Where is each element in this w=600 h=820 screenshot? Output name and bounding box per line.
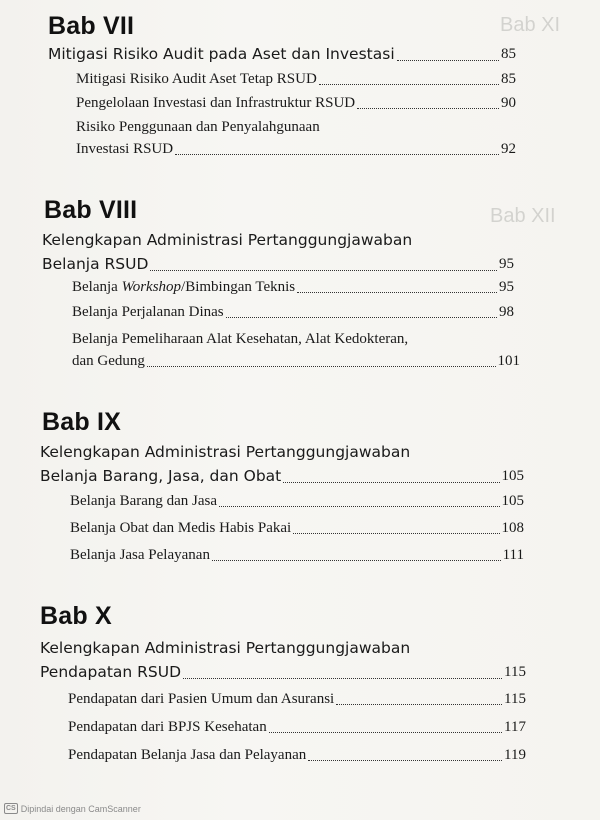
toc-item[interactable] bbox=[76, 116, 516, 160]
section-line: Mitigasi Risiko Audit pada Aset dan Investasi bbox=[48, 45, 395, 63]
item-line: Belanja Workshop/Bimbingan Teknis bbox=[72, 279, 296, 295]
item-line: Belanja Pemeliharaan Alat Kesehatan, Alat Kedokteran, bbox=[72, 331, 409, 347]
page-number: 85 bbox=[501, 71, 516, 87]
item-line: Pendapatan dari Pasien Umum dan Asuransi bbox=[68, 691, 335, 707]
section-entry[interactable] bbox=[40, 440, 524, 488]
bleed-through-text: Bab XI bbox=[500, 14, 561, 36]
page-number: 111 bbox=[502, 547, 524, 563]
dot-leader bbox=[150, 270, 497, 271]
section-line: Belanja Barang, Jasa, dan Obat bbox=[40, 467, 282, 485]
bleed-through-text: Bab XII bbox=[490, 205, 556, 227]
chapter-title: Bab VIII bbox=[44, 196, 138, 224]
dot-leader bbox=[212, 560, 501, 561]
item-line: Pendapatan dari BPJS Kesehatan bbox=[68, 719, 267, 735]
toc-item[interactable] bbox=[70, 490, 524, 512]
watermark-text: Dipindai dengan CamScanner bbox=[20, 803, 141, 814]
item-line: Belanja Jasa Pelayanan bbox=[70, 547, 210, 563]
dot-leader bbox=[297, 292, 497, 293]
page-number: 115 bbox=[504, 664, 526, 680]
dot-leader bbox=[219, 506, 499, 507]
toc-item[interactable] bbox=[70, 544, 524, 566]
item-line: Investasi RSUD bbox=[76, 141, 174, 157]
toc-item[interactable] bbox=[68, 744, 526, 766]
section-line: Kelengkapan Administrasi Pertanggungjawaban bbox=[42, 231, 413, 249]
dot-leader bbox=[147, 366, 496, 367]
item-line: dan Gedung bbox=[72, 353, 145, 369]
section-entry[interactable] bbox=[48, 42, 516, 66]
emphasis-word: Workshop bbox=[121, 279, 182, 295]
item-line: Risiko Penggunaan dan Penyalahgunaan bbox=[76, 119, 320, 135]
toc-item[interactable] bbox=[68, 688, 526, 710]
page-number: 105 bbox=[501, 468, 524, 484]
section-line: Kelengkapan Administrasi Pertanggungjawaban bbox=[40, 639, 411, 657]
dot-leader bbox=[293, 533, 499, 534]
toc-item[interactable] bbox=[72, 328, 520, 372]
section-entry[interactable] bbox=[40, 636, 526, 684]
dot-leader bbox=[175, 154, 499, 155]
item-line: Pengelolaan Investasi dan Infrastruktur RSUD bbox=[76, 95, 356, 111]
chapter-title: Bab IX bbox=[42, 408, 121, 436]
page-number: 115 bbox=[504, 691, 526, 707]
toc-item[interactable] bbox=[68, 716, 526, 738]
section-entry[interactable] bbox=[42, 228, 514, 276]
dot-leader bbox=[397, 60, 499, 61]
section-line: Kelengkapan Administrasi Pertanggungjawaban bbox=[40, 443, 411, 461]
dot-leader bbox=[319, 84, 499, 85]
toc-item[interactable] bbox=[72, 301, 514, 323]
toc-item[interactable] bbox=[76, 92, 516, 114]
page-number: 119 bbox=[504, 747, 526, 763]
dot-leader bbox=[226, 317, 497, 318]
toc-item[interactable] bbox=[70, 517, 524, 539]
page-number: 92 bbox=[501, 141, 516, 157]
page-number: 98 bbox=[499, 304, 514, 320]
item-line: Belanja Perjalanan Dinas bbox=[72, 304, 224, 320]
page-number: 101 bbox=[497, 353, 520, 369]
page-number: 95 bbox=[499, 279, 514, 295]
dot-leader bbox=[336, 704, 502, 705]
page-number: 95 bbox=[499, 256, 514, 272]
page-number: 105 bbox=[501, 493, 524, 509]
scanner-watermark bbox=[4, 803, 141, 814]
page-number: 117 bbox=[504, 719, 526, 735]
item-line: Belanja Barang dan Jasa bbox=[70, 493, 218, 509]
section-line: Belanja RSUD bbox=[42, 255, 149, 273]
toc-item[interactable] bbox=[72, 276, 514, 298]
dot-leader bbox=[283, 482, 499, 483]
dot-leader bbox=[183, 678, 502, 679]
dot-leader bbox=[269, 732, 502, 733]
page-number: 108 bbox=[501, 520, 524, 536]
dot-leader bbox=[357, 108, 499, 109]
item-line: Belanja Obat dan Medis Habis Pakai bbox=[70, 520, 292, 536]
camscanner-icon: CS bbox=[6, 805, 16, 812]
toc-item[interactable] bbox=[76, 68, 516, 90]
item-line: Pendapatan Belanja Jasa dan Pelayanan bbox=[68, 747, 307, 763]
page-number: 85 bbox=[501, 46, 516, 62]
chapter-title: Bab VII bbox=[48, 12, 135, 40]
chapter-title: Bab X bbox=[40, 602, 112, 630]
dot-leader bbox=[308, 760, 502, 761]
item-line: Mitigasi Risiko Audit Aset Tetap RSUD bbox=[76, 71, 317, 87]
page-number: 90 bbox=[501, 95, 516, 111]
section-line: Pendapatan RSUD bbox=[40, 663, 182, 681]
